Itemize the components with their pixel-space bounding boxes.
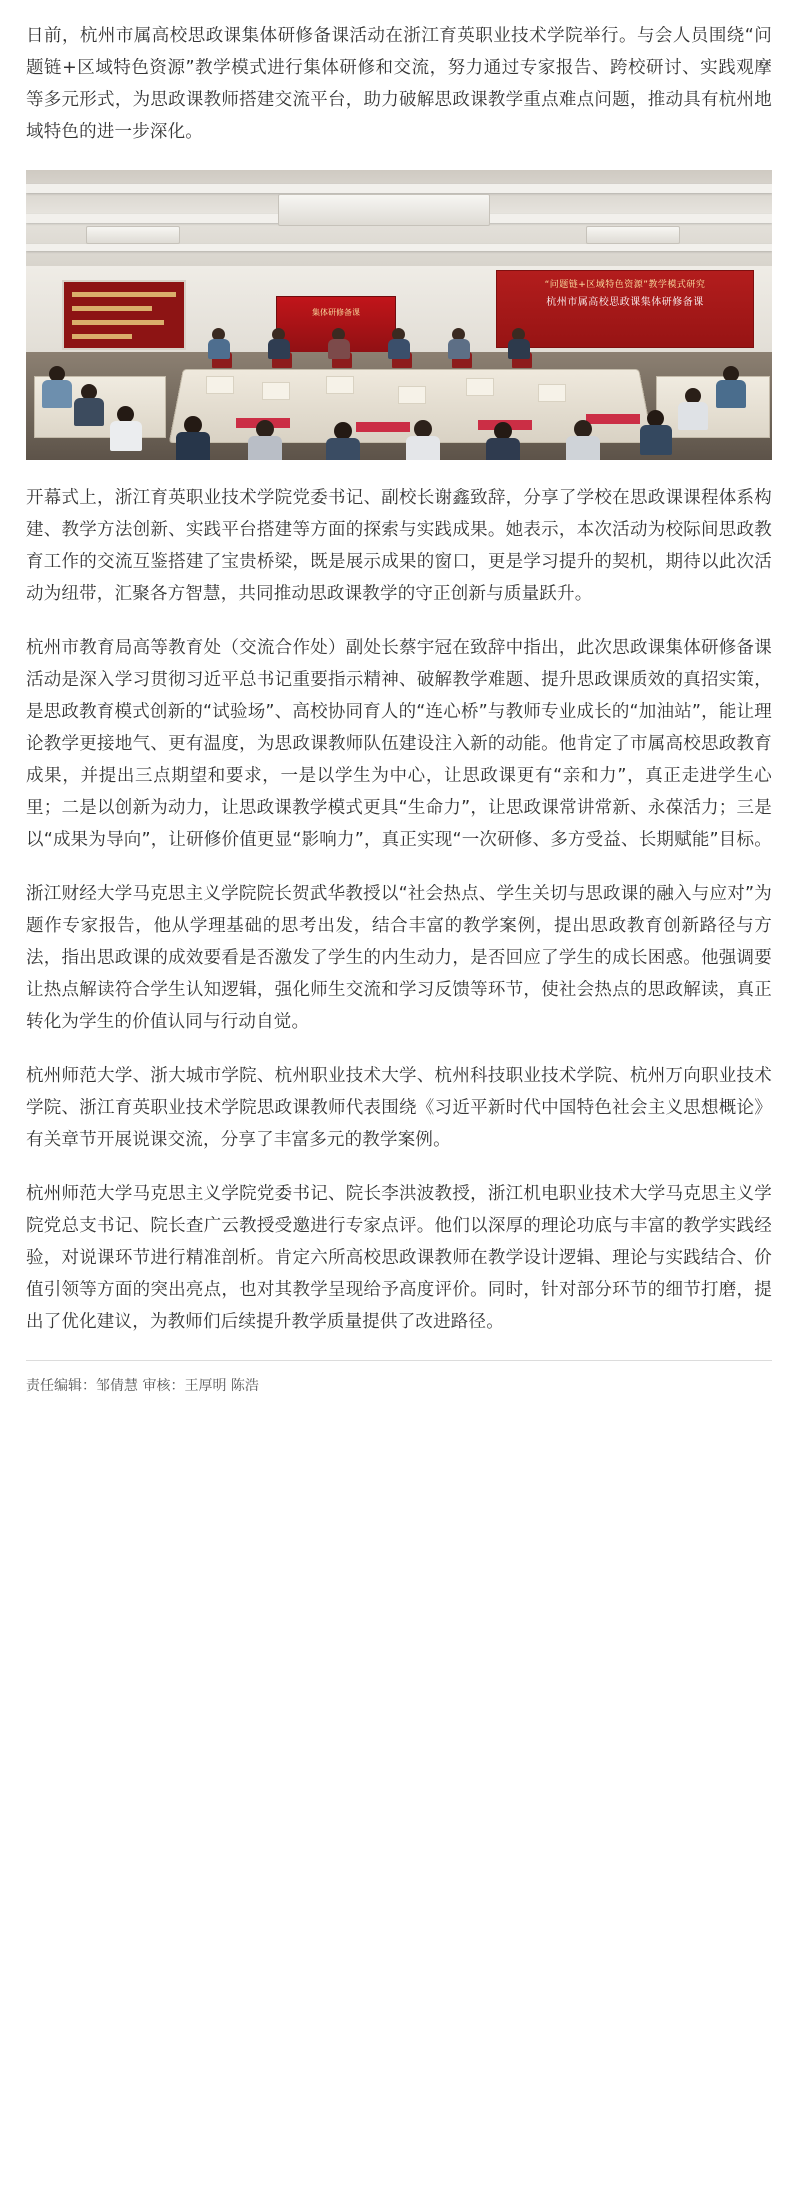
- seated-person: [326, 422, 360, 460]
- ceiling-light: [86, 226, 180, 244]
- document-sheet: [262, 382, 290, 400]
- seated-person: [42, 366, 72, 406]
- seated-person: [406, 420, 440, 460]
- seated-person: [486, 422, 520, 460]
- document-sheet: [538, 384, 566, 402]
- podium-text: 集体研修备课: [312, 308, 360, 317]
- article-paragraph: 杭州市教育局高等教育处（交流合作处）副处长蔡宇冠在致辞中指出，此次思政课集体研修备课活动是深入学习贯彻习近平总书记重要指示精神、破解教学难题、提升思政课质效的真招实策，是思政教育模式创新的“试验场”、高校协同育人的“连心桥”与教师专业成长的“加油站”，能让理论教学更接地气、更有温度，为思政课教师队伍建设注入新的动能。他肯定了市属高校思政教育成果，并提出三点期望和要求，一是以学生为中心，让思政课更有“亲和力”，真正走进学生心里；二是以创新为动力，让思政课教学模式更具“生命力”，让思政课常讲常新、永葆活力；三是以“成果为导向”，让研修价值更显“影响力”，真正实现“一次研修、多方受益、长期赋能”目标。: [26, 638, 772, 850]
- seated-person: [448, 328, 470, 358]
- seated-person: [74, 384, 104, 424]
- seated-person: [248, 420, 282, 460]
- document-sheet: [398, 386, 426, 404]
- banner-line-2: 杭州市属高校思政课集体研修备课: [546, 297, 704, 308]
- side-table-right: [656, 376, 770, 438]
- red-folder: [356, 422, 410, 432]
- conference-room-photo: [26, 170, 772, 460]
- stage-banner: [496, 270, 754, 348]
- article-paragraph: 杭州师范大学马克思主义学院党委书记、院长李洪波教授，浙江机电职业技术大学马克思主义学院党总支书记、院长查广云教授受邀进行专家点评。他们以深厚的理论功底与丰富的教学实践经验，对说课环节进行精准剖析。肯定六所高校思政课教师在教学设计逻辑、理论与实践结合、价值引领等方面的突出亮点，也对其教学呈现给予高度评价。同时，针对部分环节的细节打磨，提出了优化建议，为教师们后续提升教学质量提供了改进路径。: [26, 1184, 772, 1332]
- document-sheet: [326, 376, 354, 394]
- article-paragraph: 开幕式上，浙江育英职业技术学院党委书记、副校长谢鑫致辞，分享了学校在思政课课程体系构建、教学方法创新、实践平台搭建等方面的探索与实践成果。她表示，本次活动为校际间思政教育工作的交流互鉴搭建了宝贵桥梁，既是展示成果的窗口，更是学习提升的契机，期待以此次活动为纽带，汇聚各方智慧，共同推动思政课教学的守正创新与质量跃升。: [26, 488, 772, 604]
- seated-person: [328, 328, 350, 358]
- seated-person: [678, 388, 708, 428]
- seated-person: [508, 328, 530, 358]
- article-paragraph: 日前，杭州市属高校思政课集体研修备课活动在浙江育英职业技术学院举行。与会人员围绕“问题链+区域特色资源”教学模式进行集体研修和交流，努力通过专家报告、跨校研讨、实践观摩等多元形式，为思政课教师搭建交流平台，助力破解思政课教学重点难点问题，推动具有杭州地域特色的进一步深化。: [26, 26, 772, 142]
- seated-person: [176, 416, 210, 460]
- article-paragraph: 杭州师范大学、浙大城市学院、杭州职业技术大学、杭州科技职业技术学院、杭州万向职业技术学院、浙江育英职业技术学院思政课教师代表围绕《习近平新时代中国特色社会主义思想概论》有关章节开展说课交流，分享了丰富多元的教学案例。: [26, 1066, 772, 1150]
- banner-line-1: “问题链+区域特色资源”教学模式研究: [544, 280, 706, 290]
- seated-person: [388, 328, 410, 358]
- seated-person: [566, 420, 600, 460]
- document-sheet: [466, 378, 494, 396]
- document-sheet: [206, 376, 234, 394]
- seated-person: [640, 410, 672, 454]
- air-conditioner-unit: [278, 194, 490, 226]
- ceiling-beam: [26, 184, 772, 193]
- seated-person: [716, 366, 746, 406]
- article-paragraph: 浙江财经大学马克思主义学院院长贺武华教授以“社会热点、学生关切与思政课的融入与应对”为题作专家报告，他从学理基础的思考出发，结合丰富的教学案例，提出思政教育创新路径与方法，指出思政课的成效要看是否激发了学生的内生动力，是否回应了学生的成长困惑。他强调要让热点解读符合学生认知逻辑，强化师生交流和学习反馈等环节，使社会热点的思政解读，真正转化为学生的价值认同与行动自觉。: [26, 884, 772, 1032]
- article-footer: 责任编辑：邹倩慧 审核：王厚明 陈浩: [26, 1360, 772, 1419]
- seated-person: [208, 328, 230, 358]
- ceiling-beam: [26, 244, 772, 251]
- ceiling-light: [586, 226, 680, 244]
- seated-person: [110, 406, 142, 450]
- seated-person: [268, 328, 290, 358]
- left-display-screen: [62, 280, 186, 350]
